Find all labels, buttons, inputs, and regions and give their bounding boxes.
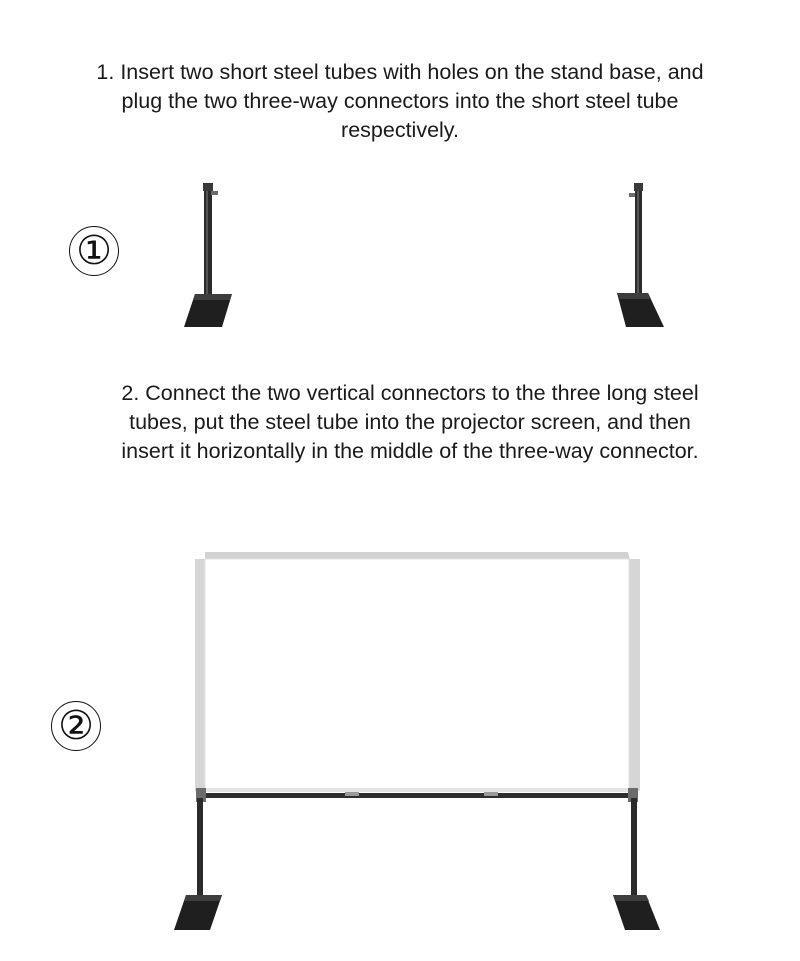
right-short-stand (617, 183, 664, 327)
step-1-number-badge: ① (69, 226, 119, 276)
right-stand-leg (613, 798, 660, 930)
step-2-instruction: 2. Connect the two vertical connectors to the three long steel tubes, put the steel tube into the projector screen, and then insert it horizontally in the middle of the three-way connector. (121, 381, 699, 463)
stand-base-with-short-tubes-icon (0, 180, 800, 340)
step-1-instruction: 1. Insert two short steel tubes with holes on the stand base, and plug the two three-way connectors into the short steel tube respectively. (96, 60, 704, 142)
projector-screen (195, 552, 640, 792)
left-short-stand (184, 183, 232, 327)
step-2-number-badge: ② (51, 701, 101, 751)
left-stand-leg (174, 798, 222, 930)
projector-screen-on-stand-icon (0, 545, 800, 945)
